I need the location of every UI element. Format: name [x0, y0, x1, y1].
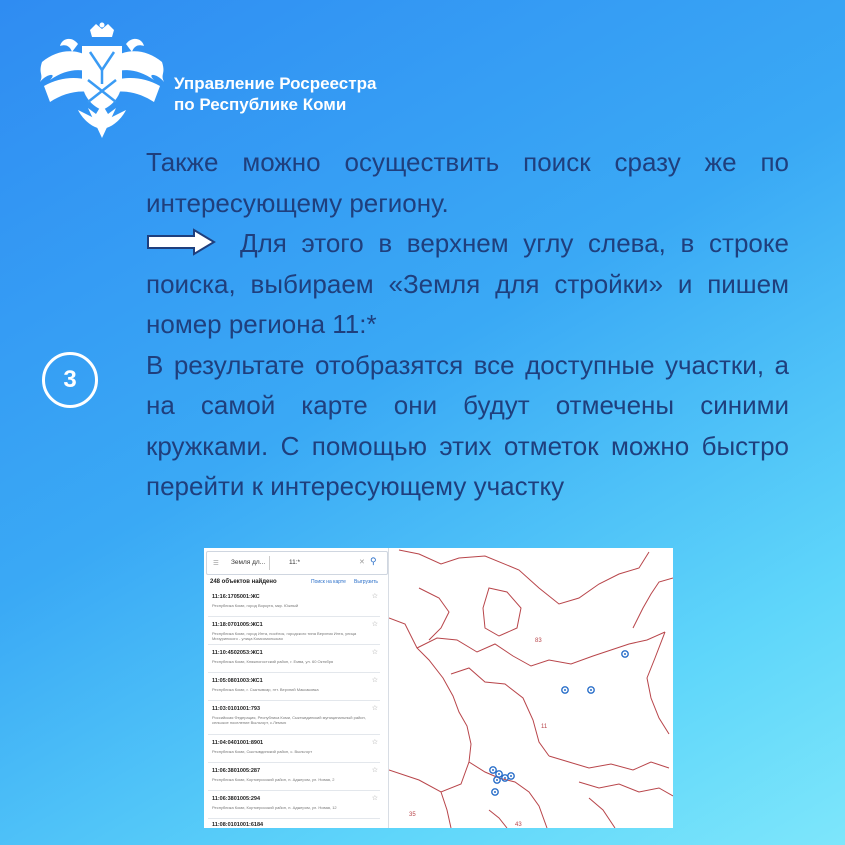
cadastral-number: 11:03:0101001:793 — [212, 706, 261, 712]
favorite-star-icon[interactable]: ☆ — [371, 739, 378, 746]
result-address: Республика Коми, Корткеросский район, п. Аджером, ул. Новая, 2 — [212, 777, 335, 782]
cadastral-number: 11:18:0701005:ЖС1 — [212, 622, 263, 628]
result-address: Республика Коми, город Воркута, мкр. Южный — [212, 603, 299, 608]
menu-icon[interactable]: ☰ — [213, 560, 219, 567]
map-label-35: 35 — [409, 812, 416, 818]
org-line-1: Управление Росреестра — [174, 74, 377, 93]
map-screenshot — [204, 548, 673, 828]
search-on-map-link[interactable]: Поиск на карте — [311, 579, 346, 585]
result-row[interactable] — [208, 736, 380, 763]
result-row[interactable] — [208, 646, 380, 673]
export-link[interactable]: Выгрузить — [354, 579, 378, 585]
search-separator — [269, 556, 270, 570]
search-input[interactable]: 11:* — [289, 559, 301, 566]
favorite-star-icon[interactable]: ☆ — [371, 795, 378, 802]
favorite-star-icon[interactable]: ☆ — [371, 677, 378, 684]
search-bar[interactable] — [206, 551, 388, 575]
right-arrow-icon — [146, 228, 218, 256]
favorite-star-icon[interactable]: ☆ — [371, 767, 378, 774]
result-row[interactable] — [208, 702, 380, 735]
favorite-star-icon[interactable]: ☆ — [371, 621, 378, 628]
cadastral-number: 11:06:3801005:294 — [212, 796, 261, 802]
region-map[interactable] — [389, 548, 673, 828]
map-label-11: 11 — [541, 724, 548, 730]
result-address: Республика Коми, Сыктывдинский район, с. Выльгорт — [212, 749, 313, 754]
result-address: Республика Коми, Княжпогостский район, г. Емва, ул. 60 Октября — [212, 659, 334, 664]
result-row[interactable] — [208, 590, 380, 617]
cadastral-number: 11:06:3801005:287 — [212, 768, 261, 774]
result-address: Российская Федерация, Республика Коми, Сыктывдинский муниципальный район, сельское поселение Выльгорт, с.Лемъю — [212, 715, 366, 725]
paragraph-2 — [146, 223, 789, 345]
result-row[interactable] — [208, 792, 380, 819]
result-address: Республика Коми, г. Сыктывкар, пгт. Верхний Максаковка — [212, 687, 319, 692]
category-select[interactable]: Земля дл... — [231, 559, 266, 566]
map-label-83: 83 — [535, 638, 542, 644]
cadastral-number: 11:16:1705001:ЖС — [212, 594, 260, 600]
result-row[interactable] — [208, 674, 380, 701]
result-address: Республика Коми, Корткеросский район, п. Аджером, ул. Новая, 12 — [212, 805, 337, 810]
cadastral-number: 11:04:0401001:8901 — [212, 740, 264, 746]
clear-icon[interactable]: ✕ — [359, 559, 365, 566]
results-panel — [204, 548, 389, 828]
step-number-badge: 3 — [42, 352, 98, 408]
result-row[interactable] — [208, 818, 380, 828]
cadastral-number: 11:08:0101001:6184 — [212, 822, 264, 828]
paragraph-1: Также можно осуществить поиск сразу же по интересующему региону. — [146, 147, 789, 218]
rosreestr-eagle-logo-icon — [38, 22, 166, 140]
favorite-star-icon[interactable]: ☆ — [371, 649, 378, 656]
search-icon[interactable]: ⚲ — [370, 556, 377, 566]
cadastral-number: 11:05:0801003:ЖС1 — [212, 678, 263, 684]
org-line-2: по Республике Коми — [174, 95, 347, 114]
cadastral-number: 11:10:4502053:ЖС1 — [212, 650, 263, 656]
favorite-star-icon[interactable]: ☆ — [371, 593, 378, 600]
result-row[interactable] — [208, 618, 380, 645]
map-label-43: 43 — [515, 822, 522, 828]
favorite-star-icon[interactable]: ☆ — [371, 705, 378, 712]
paragraph-3: В результате отобразятся все доступные участки, а на самой карте они будут отмечены синими кружками. С помощью этих отметок можно быстро перейти к интересующему участку — [146, 349, 789, 501]
instruction-text — [146, 142, 789, 507]
organization-name — [174, 73, 376, 115]
result-row[interactable] — [208, 764, 380, 791]
results-count: 248 объектов найдено — [210, 579, 277, 585]
paragraph-2-text: Для этого в верхнем углу слева, в строке поиска, выбираем «Земля для стройки» и пишем номер региона 11:* — [146, 228, 789, 339]
result-address: Республика Коми, город Инта, посёлок, городского типа Верхняя Инта, улица Мичуринского - улица Комсомольская — [212, 631, 357, 641]
